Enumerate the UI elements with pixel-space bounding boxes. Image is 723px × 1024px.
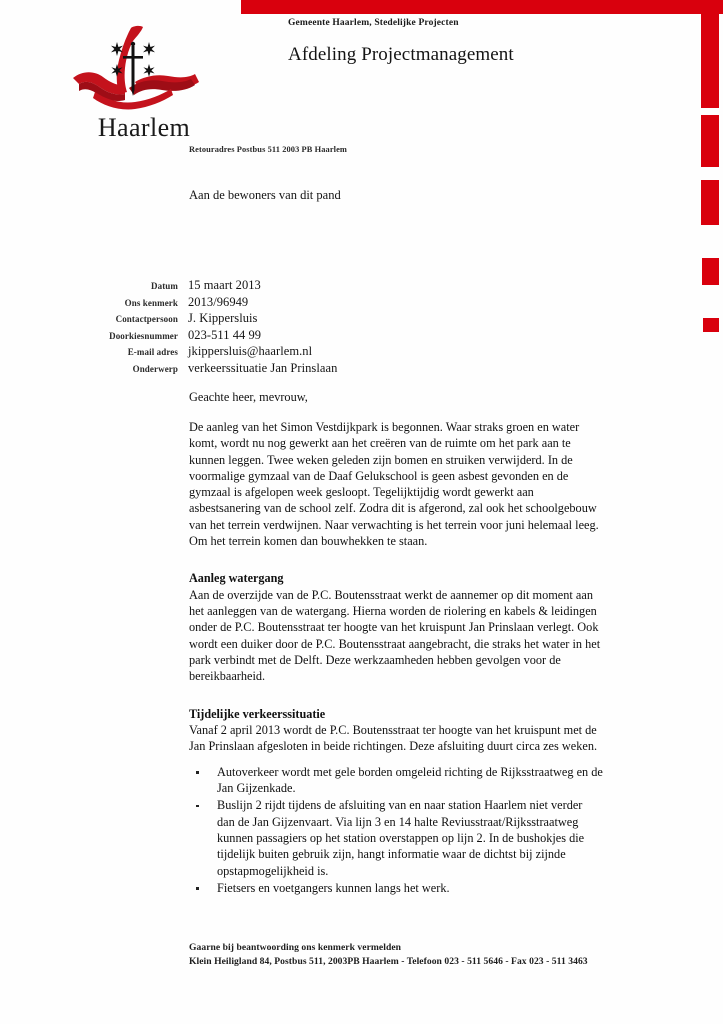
list-item [189, 764, 603, 797]
section-heading: Aanleg watergang [189, 571, 284, 586]
return-address: Retouradres Postbus 511 2003 PB Haarlem [189, 145, 347, 154]
salutation: Geachte heer, mevrouw, [189, 390, 308, 404]
logo-wordmark: Haarlem [97, 113, 191, 142]
meta-label-contactpersoon: Contactpersoon [115, 314, 178, 324]
meta-row [60, 328, 420, 343]
right-edge-dash-4 [703, 318, 719, 332]
section-text: Aan de overzijde van de P.C. Boutensstraat werkt de aannemer op dit moment aan het aanleggen van de watergang. Hierna worden de riolering en kabels & leidingen onder de P.C. Boutensstraat ter hoogte van het kruispunt Jan Prinslaan verlegt. Ook wordt een duiker door de P.C. Boutensstraat aangebracht, die straks het water in het park verbindt met de Delft. Deze werkzaamheden hebben gevolgen voor de bereikbaarheid. [189, 587, 601, 684]
logo-block [56, 22, 232, 141]
page-footer [189, 941, 689, 968]
section-text: Vanaf 2 april 2013 wordt de P.C. Boutensstraat ter hoogte van het kruispunt met de Jan Prinslaan afgesloten in beide richtingen. Deze afsluiting duurt circa zes weken. [189, 723, 598, 754]
right-edge-dash-1 [701, 115, 719, 167]
letter-metadata [60, 278, 420, 377]
list-item-text: Buslijn 2 rijdt tijdens de afsluiting van en naar station Haarlem niet verder dan de Jan Gijzenvaart. Via lijn 3 en 14 halte Reviusstraat/Rijksstraatweg kunnen passagiers op het station overstappen op lijn 2. In de bushokjes die tijdelijk buiten gebruik zijn, hangt informatie waar de dichtst bij zijnde opstapmogelijkheid is. [217, 798, 585, 878]
organisation-line: Gemeente Haarlem, Stedelijke Projecten [288, 18, 459, 28]
traffic-measures-list [189, 764, 603, 896]
list-item [189, 880, 603, 896]
letter-body [189, 390, 603, 897]
meta-row [60, 278, 420, 293]
meta-value-contactpersoon: J. Kippersluis [188, 311, 258, 325]
bullet-dot-icon [196, 887, 199, 890]
list-item-text: Autoverkeer wordt met gele borden omgeleid richting de Rijksstraatweg en de Jan Gijzenkade. [217, 764, 603, 796]
intro-paragraph: De aanleg van het Simon Vestdijkpark is begonnen. Waar straks groen en water komt, wordt nu nog gewerkt aan het creëren van de ruimte om het park aan te kunnen leggen. Twee weken geleden zijn bomen en struiken verwijderd. In de voormalige gymzaal van de Daaf Gelukschool is geen asbest gevonden en de gymzaal is afgelopen week gesloopt. Tegelijktijdig wordt gewerkt aan asbestsanering van de school zelf. Zodra dit is afgerond, zal ook het schoolgebouw van het terrein verdwijnen. Naar verwachting is het terrein voor juni helemaal leeg. Om het terrein komen dan bouwhekken te staan. [189, 420, 599, 549]
meta-value-doorkiesnummer: 023-511 44 99 [188, 327, 262, 342]
meta-value-datum: 15 maart 2013 [188, 278, 261, 292]
meta-row [60, 295, 420, 310]
meta-row [60, 344, 420, 359]
section-heading: Tijdelijke verkeerssituatie [189, 706, 326, 721]
meta-row [60, 311, 420, 326]
meta-value-email-adres: jkippersluis@haarlem.nl [188, 344, 313, 358]
bullet-dot-icon [196, 805, 199, 808]
right-edge-dash-3 [702, 258, 719, 285]
meta-value-onderwerp: verkeerssituatie Jan Prinslaan [188, 360, 338, 375]
section-aanleg-watergang [189, 571, 603, 684]
list-item-text: Fietsers en voetgangers kunnen langs het werk. [217, 880, 450, 895]
department-title: Afdeling Projectmanagement [288, 44, 514, 65]
meta-label-datum: Datum [151, 281, 178, 291]
addressee: Aan de bewoners van dit pand [189, 188, 341, 202]
meta-value-ons-kenmerk: 2013/96949 [188, 294, 249, 309]
section-tijdelijke-verkeerssituatie [189, 707, 603, 896]
meta-label-doorkiesnummer: Doorkiesnummer [109, 330, 178, 341]
bullet-dot-icon [196, 771, 199, 774]
right-edge-dash-2 [701, 180, 719, 225]
right-edge-red-bar [701, 0, 719, 108]
header-red-bar [241, 0, 723, 14]
meta-label-ons-kenmerk: Ons kenmerk [124, 297, 178, 308]
footer-reference-note: Gaarne bij beantwoording ons kenmerk vermelden [189, 942, 402, 953]
meta-label-email-adres: E-mail adres [127, 347, 178, 357]
meta-row [60, 361, 420, 376]
meta-label-onderwerp: Onderwerp [132, 363, 178, 374]
list-item [189, 797, 603, 878]
haarlem-coat-of-arms-icon [69, 22, 219, 114]
footer-contact-line: Klein Heiligland 84, Postbus 511, 2003PB Haarlem - Telefoon 023 - 511 5646 - Fax 023 - 511 3463 [189, 955, 588, 967]
